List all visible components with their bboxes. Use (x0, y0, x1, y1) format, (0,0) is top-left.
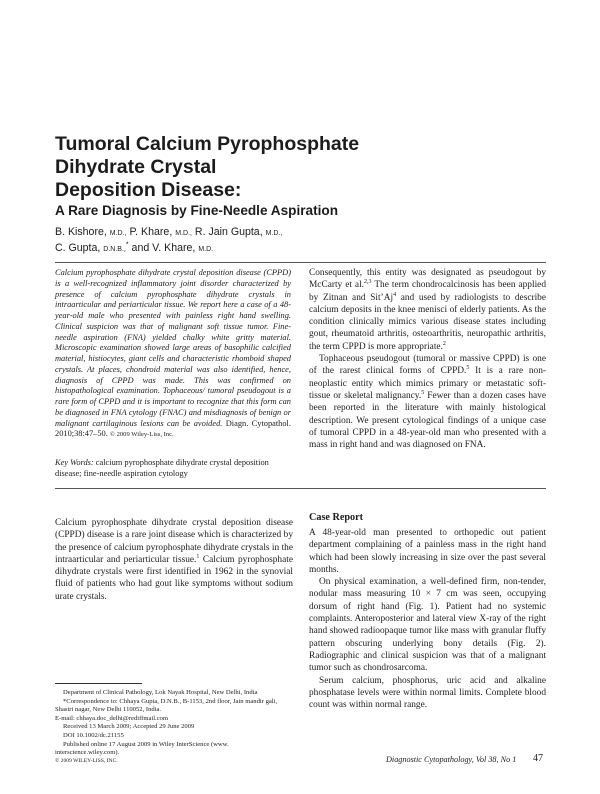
author-name: and V. Khare, (131, 242, 196, 254)
author-name: R. Jain Gupta, (194, 226, 263, 238)
author-degree: M.D., (175, 230, 192, 237)
case-paragraph: On physical examination, a well-defined firm, non-tender, nodular mass measuring 10 × 7 cm was seen, occupying dorsum of right hand (Fig. 1). Patient had no systemic complaints. Anteroposterior and lateral view X-ray of the right hand showed radioopaque tumor like mass with granular fluffy pattern obscuring underlying bony details (Fig. 2). Radiographic and clinical suspicion was that of a malignant tumor such as chondrosarcoma. (309, 577, 546, 674)
affiliation-note: Department of Clinical Pathology, Lok Nayak Hospital, New Delhi, India (63, 689, 258, 696)
article-subtitle: A Rare Diagnosis by Fine-Needle Aspiration (55, 203, 339, 218)
author-degree: M.D., (265, 230, 283, 237)
header-divider (55, 262, 546, 263)
body-text: Tophaceous pseudogout (tumoral or massive CPPD) is one of the rarest clinical forms of CPPD. (309, 354, 546, 377)
reference-mark: 2,3 (364, 279, 372, 286)
received-note: Received 13 March 2009; Accepted 29 June 2009 (63, 723, 195, 731)
author-name: P. Khare, (129, 226, 173, 238)
journal-name: Diagnostic Cytopathology, Vol 38, No 1 (386, 755, 517, 764)
body-text: Calcium pyrophosphate dihydrate crystals were first identified in 1962 in the synovial fluid of patients who had gout like symptoms without sodium urate crystals. (55, 554, 293, 602)
keywords (55, 458, 291, 479)
author-degree: D.N.B., (103, 246, 126, 253)
published-note: Published online 17 August 2009 in Wiley InterScience (www. interscience.wiley.com). (55, 740, 229, 757)
title-line-2: Dihydrate Crystal (55, 156, 217, 178)
case-report-heading: Case Report (309, 512, 364, 523)
reference-mark: 2 (442, 340, 446, 347)
author-name: B. Kishore, (55, 226, 107, 238)
intro-paragraph (55, 517, 293, 603)
email-note: E-mail: chhaya.doc_delhi@rediffmail.com (55, 714, 169, 722)
footnotes (55, 689, 293, 758)
reference-mark: 5 (466, 365, 470, 372)
author-list (55, 225, 435, 257)
abstract-text: Calcium pyrophosphate dihydrate crystal deposition disease (CPPD) is a well-recognized inflammatory joint disorder characterized by presence of calcium pyrophosphate dihydrate crystals in intraarticular and periarticular tissue. We report here a case of a 48-year-old male who presented with painless right hand swelling. Clinical suspicion was that of malignant soft tissue tumor. Fine-needle aspiration (FNA) yielded chalky white gritty material. Microscopic examination showed large areas of basophilic calcified material, histiocytes, giant cells and characteristic rhomboid shaped crystals. At places, chondroid material was also identified, hence, diagnosis of CPPD was made. This was confirmed on histopathological examination. Tophaceous/ tumoral pseudogout is a rare form of CPPD and it is important to recognize that this form can be diagnosed in FNA cytology (FNAC) and misdiagnosis of benign or malignant cartilaginous lesions can be avoided. (55, 268, 291, 428)
body-text: Calcium pyrophosphate dihydrate crystal deposition disease (CPPD) disease is a rare joint disease which is characterized by the presence of calcium pyrophosphate dihydrate crystals in the intraarticular and periarticular tissue. (55, 518, 293, 565)
keywords-label: Key Words: (55, 458, 94, 467)
article-title (55, 133, 455, 202)
body-text: The term chondrocalcinosis has been applied by Zitnan and Sit’Aj (309, 280, 546, 303)
case-paragraph: A 48-year-old man presented to orthopedic out patient department complaining of a painless mass in the right hand which had been slowly increasing in size over the past several months. (309, 528, 546, 575)
author-degree: M.D., (109, 230, 127, 237)
body-text: It is a rare non-neoplastic entity which mimics primary or metastatic soft-tissue or skeletal malignancy. (309, 366, 546, 401)
intro-paragraph (309, 267, 546, 353)
publisher-copyright: © 2009 WILEY-LISS, INC. (55, 758, 118, 764)
intro-right-column (309, 267, 546, 451)
intro-paragraph (309, 353, 546, 451)
body-text: and used by radiologists to describe calcium deposits in the knee menisci of elderly patients. As the condition clinically mimics various disease states including gout, rheumatoid arthritis, osteoarthritis, neuropathic arthritis, the term CPPD is more appropriate. (309, 292, 546, 352)
keywords-text: calcium pyrophosphate dihydrate crystal deposition disease; fine-needle aspiration cytology (55, 458, 269, 478)
reference-mark: 5 (421, 389, 425, 396)
title-line-1: Tumoral Calcium Pyrophosphate (55, 133, 360, 155)
reference-mark: 4 (393, 291, 397, 298)
doi-note: DOI 10.1002/dc.21155 (63, 731, 124, 739)
footnote-divider (55, 683, 142, 684)
page-number: 47 (533, 753, 543, 764)
title-line-3: Deposition Disease: (55, 179, 242, 201)
intro-left-column (55, 517, 293, 603)
corresponding-author-mark: * (125, 241, 129, 249)
correspondence-note: *Correspondence to: Chhaya Gupta, D.N.B., B-1153, 2nd floor, Jain mandir gali, Shastri nagar, New Delhi 110052, India. (55, 697, 278, 714)
case-report-body (309, 527, 546, 711)
abstract-divider (55, 488, 546, 489)
body-text: Consequently, this entity was designated as pseudogout by McCarty et al. (309, 268, 546, 291)
abstract-citation: Diagn. Cytopathol. 2010;38:47–50. (55, 418, 291, 439)
body-text: Fewer than a dozen cases have been reported in the literature with mainly histological description. We present cytological findings of a unique case of tumoral CPPD in a 48-year-old man who presented with a mass in right hand and was diagnosed on FNA. (309, 390, 546, 451)
reference-mark: 1 (196, 553, 200, 560)
author-degree: M.D. (198, 246, 214, 253)
abstract (55, 268, 291, 441)
author-name: C. Gupta, (55, 242, 101, 254)
abstract-copyright: © 2009 Wiley-Liss, Inc. (109, 431, 174, 439)
case-paragraph: Serum calcium, phosphorus, uric acid and alkaline phosphatase levels were within normal limits. Complete blood count was within normal range. (309, 675, 546, 711)
